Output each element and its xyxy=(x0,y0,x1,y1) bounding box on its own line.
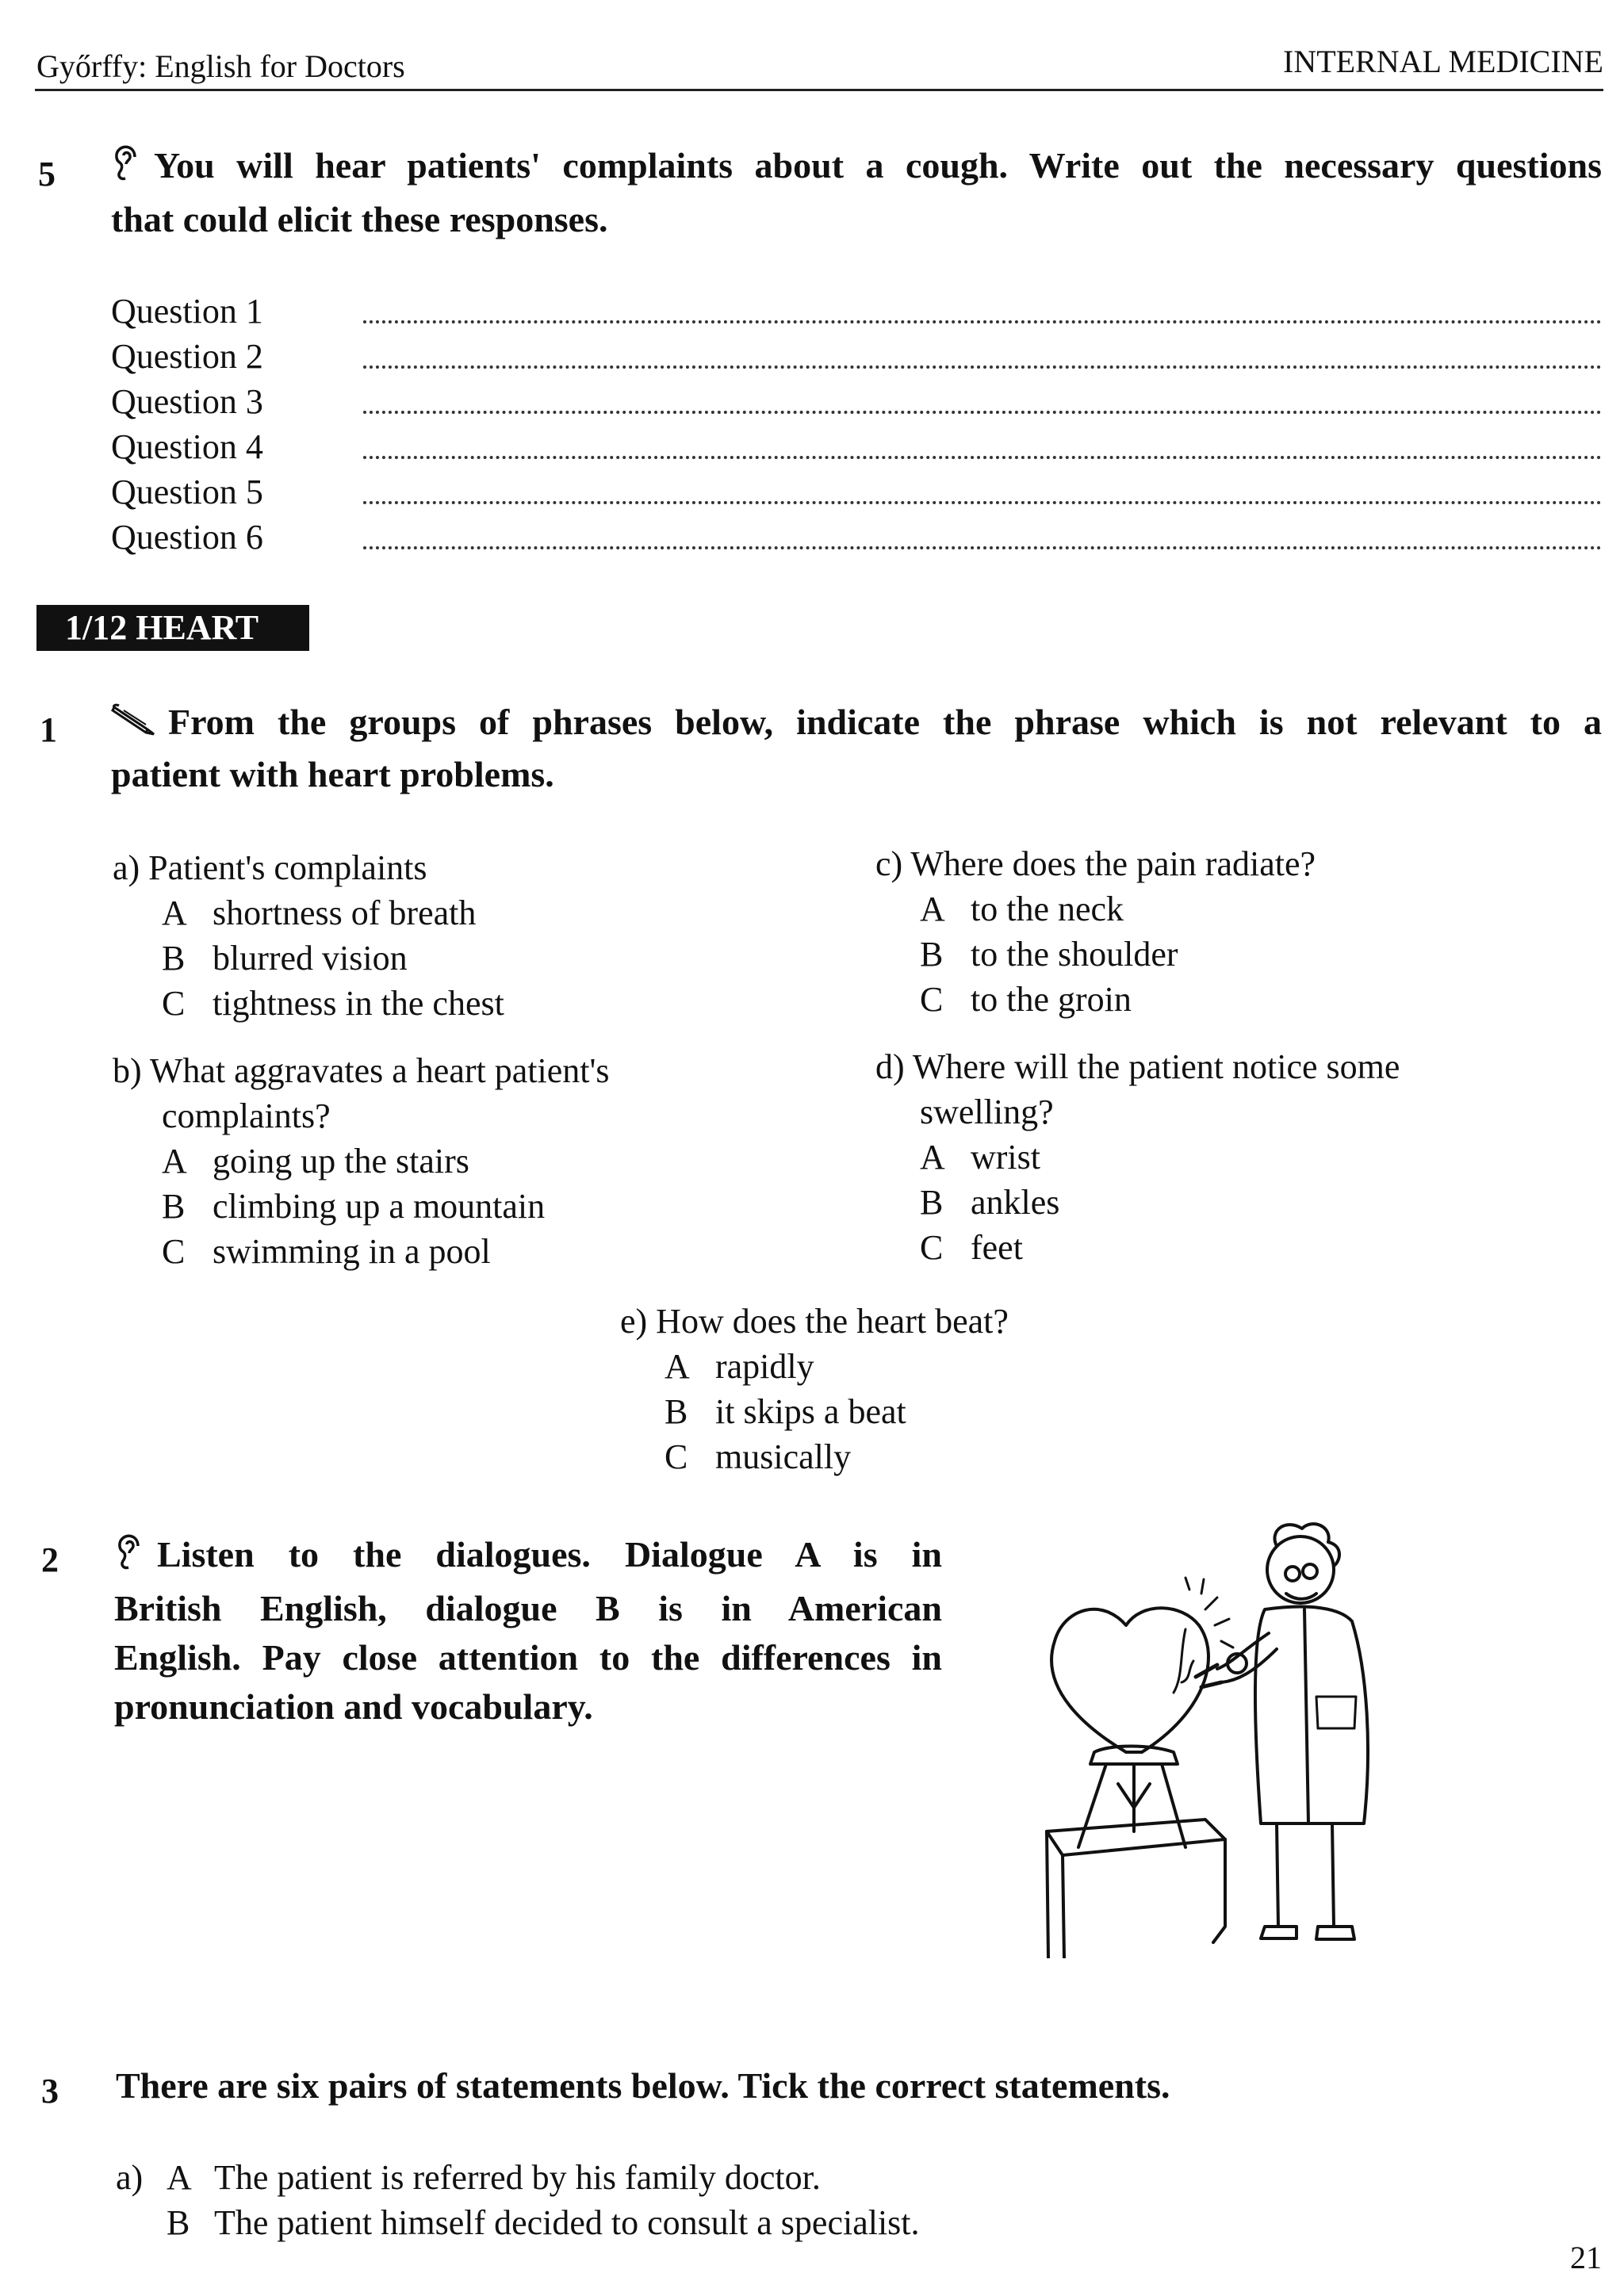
option-row[interactable]: C musically xyxy=(665,1437,852,1476)
question-label: Question 2 xyxy=(111,337,263,376)
exercise-5-number: 5 xyxy=(38,155,56,193)
answer-line-3[interactable] xyxy=(111,379,1602,424)
option-row[interactable]: B blurred vision xyxy=(162,939,408,978)
ear-icon xyxy=(111,143,143,195)
answer-line-2[interactable] xyxy=(111,334,1602,379)
group-c xyxy=(875,841,1316,1022)
statement-row[interactable]: a) A The patient is referred by his family doctor. xyxy=(116,2158,821,2197)
group-b-title-2: complaints? xyxy=(162,1096,331,1135)
group-d xyxy=(875,1044,1400,1270)
question-label: Question 3 xyxy=(111,382,263,421)
running-header-left: Győrffy: English for Doctors xyxy=(36,48,405,84)
exercise-5-instruction xyxy=(111,141,1602,244)
answer-dots[interactable] xyxy=(363,480,1602,504)
option-row[interactable]: B ankles xyxy=(920,1183,1060,1222)
group-b-title-1: b) What aggravates a heart patient's xyxy=(113,1051,610,1090)
section-heading: 1/12 HEART xyxy=(36,605,309,651)
answer-dots[interactable] xyxy=(363,390,1602,414)
answer-dots[interactable] xyxy=(363,300,1602,323)
answer-dots[interactable] xyxy=(363,435,1602,459)
answer-dots[interactable] xyxy=(363,526,1602,549)
answer-line-6[interactable] xyxy=(111,515,1602,560)
option-row[interactable]: A wrist xyxy=(920,1138,1040,1177)
option-row[interactable]: C feet xyxy=(920,1228,1023,1267)
answer-line-5[interactable] xyxy=(111,469,1602,515)
group-d-title-1: d) Where will the patient notice some xyxy=(875,1047,1400,1086)
group-a-title: a) Patient's complaints xyxy=(113,848,427,887)
question-label: Question 1 xyxy=(111,292,263,331)
question-label: Question 5 xyxy=(111,473,263,511)
answer-line-4[interactable] xyxy=(111,424,1602,469)
exercise-1-number: 1 xyxy=(40,710,57,749)
option-row[interactable]: B to the shoulder xyxy=(920,935,1178,974)
exercise-3-instruction: There are six pairs of statements below. Tick the correct statements. xyxy=(116,2065,1170,2106)
question-label: Question 4 xyxy=(111,427,263,466)
page-number: 21 xyxy=(1570,2240,1602,2275)
group-e-title: e) How does the heart beat? xyxy=(620,1302,1009,1341)
option-row[interactable]: A going up the stairs xyxy=(162,1142,469,1181)
option-row[interactable]: B it skips a beat xyxy=(665,1392,906,1431)
statement-row[interactable]: B The patient himself decided to consult a specialist. xyxy=(167,2203,920,2242)
exercise-1-line-2: patient with heart problems. xyxy=(111,754,554,795)
option-row[interactable]: A to the neck xyxy=(920,890,1124,928)
answer-dots[interactable] xyxy=(363,345,1602,369)
exercise-2-instruction: Listen to the dialogues. Dialogue A is in British English, dialogue B is in American English. Pay close attention to the differences in pronunciation and vocabulary. xyxy=(114,1530,942,1732)
group-a xyxy=(113,845,504,1026)
exercise-5-line-2: that could elicit these responses. xyxy=(111,199,608,240)
question-label: Question 6 xyxy=(111,518,263,557)
option-row[interactable]: A shortness of breath xyxy=(162,894,477,932)
group-d-title-2: swelling? xyxy=(920,1093,1054,1131)
header-rule xyxy=(35,89,1603,91)
option-row[interactable]: C tightness in the chest xyxy=(162,984,504,1023)
running-header-right: INTERNAL MEDICINE xyxy=(1282,44,1603,79)
group-b xyxy=(113,1048,610,1274)
option-row[interactable]: C to the groin xyxy=(920,980,1132,1019)
exercise-1-line-1: From the groups of phrases below, indicate the phrase which is not relevant to a xyxy=(168,702,1602,742)
group-e xyxy=(620,1299,1009,1479)
exercise-3-number: 3 xyxy=(41,2072,59,2110)
option-row[interactable]: A rapidly xyxy=(665,1347,814,1386)
group-c-title: c) Where does the pain radiate? xyxy=(875,844,1316,883)
option-row[interactable]: B climbing up a mountain xyxy=(162,1187,546,1226)
exercise-2-number: 2 xyxy=(41,1540,59,1579)
doctor-carving-heart-illustration xyxy=(991,1514,1435,1958)
exercise-1-instruction xyxy=(111,698,1602,799)
ear-icon xyxy=(114,1532,146,1584)
answer-line-1[interactable] xyxy=(111,289,1602,334)
option-row[interactable]: C swimming in a pool xyxy=(162,1232,491,1271)
exercise-5-line-1: You will hear patients' complaints about a cough. Write out the necessary questions xyxy=(154,145,1602,186)
pencil-icon xyxy=(111,701,157,750)
